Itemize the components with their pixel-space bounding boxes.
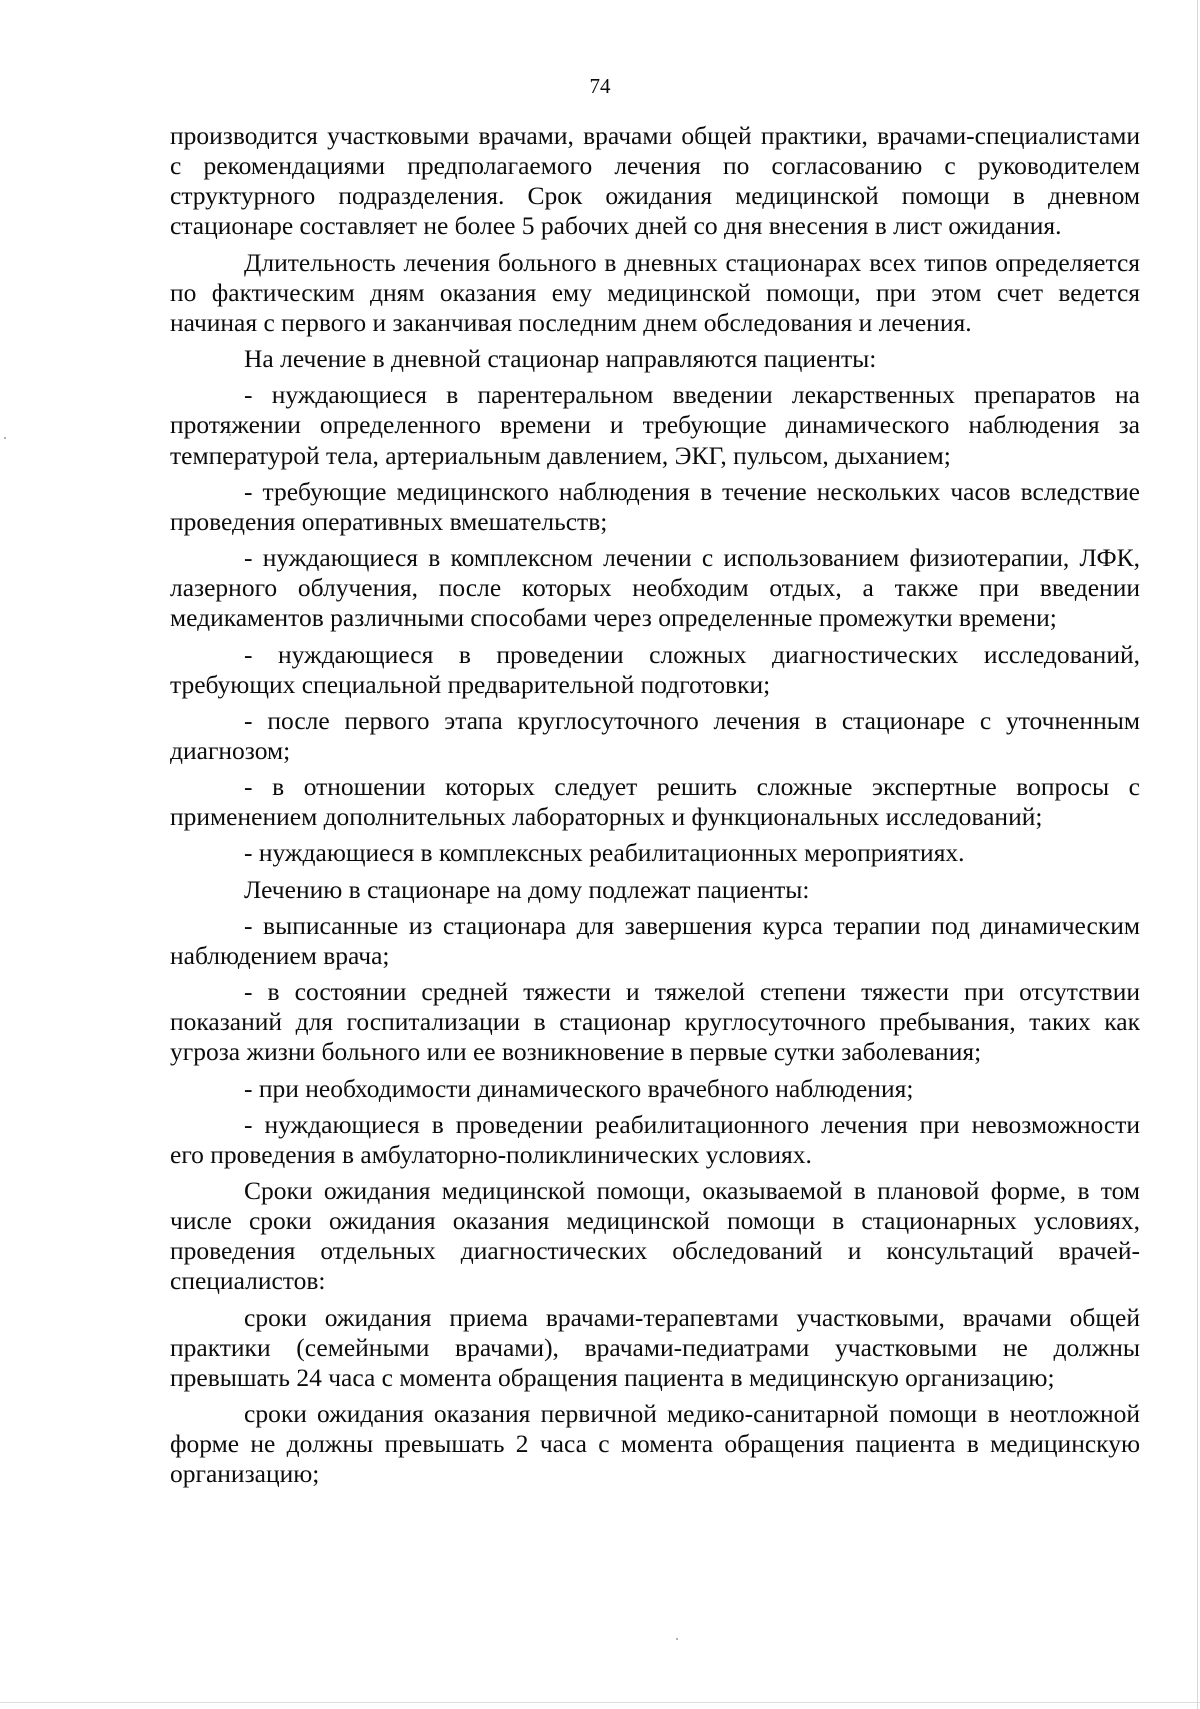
paragraph: Лечению в стационаре на дому подлежат пациенты: <box>244 874 810 904</box>
list-item: - выписанные из стационара для завершения курса терапии под динамическим наблюдением врача; <box>170 910 1140 970</box>
scan-edge-bottom <box>0 1702 1200 1703</box>
list-item: - нуждающиеся в парентеральном введении лекарственных препаратов на протяжении определенного времени и требующие динамического наблюдения за температурой тела, артериальным давлением, ЭКГ, пульсом, дыханием; <box>170 380 1140 470</box>
paragraph: сроки ожидания оказания первичной медико-санитарной помощи в неотложной форме не должны превышать 2 часа с момента обращения пациента в медицинскую организацию; <box>170 1399 1140 1489</box>
list-item: - нуждающиеся в проведении реабилитационного лечения при невозможности его проведения в амбулаторно-поликлинических условиях. <box>170 1109 1140 1169</box>
document-body <box>170 121 1140 1490</box>
list-item: - в отношении которых следует решить сложные экспертные вопросы с применением дополнительных лабораторных и функциональных исследований; <box>170 772 1140 832</box>
list-item: - после первого этапа круглосуточного лечения в стационаре с уточненным диагнозом; <box>170 705 1140 765</box>
paragraph: Длительность лечения больного в дневных стационарах всех типов определяется по фактическим дням оказания ему медицинской помощи, при этом счет ведется начиная с первого и заканчивая последним днем обследования и лечения. <box>170 247 1140 337</box>
list-item: - нуждающиеся в проведении сложных диагностических исследований, требующих специальной предварительной подготовки; <box>170 639 1140 699</box>
scan-speck <box>4 437 6 439</box>
list-item: - в состоянии средней тяжести и тяжелой степени тяжести при отсутствии показаний для госпитализации в стационар круглосуточного пребывания, таких как угроза жизни больного или ее возникновение в первые сутки заболевания; <box>170 977 1140 1067</box>
paragraph: производится участковыми врачами, врачами общей практики, врачами-специалистами с рекомендациями предполагаемого лечения по согласованию с руководителем структурного подразделения. Срок ожидания медицинской помощи в дневном стационаре составляет не более 5 рабочих дней со дня внесения в лист ожидания. <box>170 121 1140 241</box>
scan-edge-right <box>1197 0 1198 1709</box>
list-item: - нуждающиеся в комплексном лечении с использованием физиотерапии, ЛФК, лазерного облучения, после которых необходим отдых, а также при введении медикаментов различными способами через определенные промежутки времени; <box>170 543 1140 633</box>
list-item: - нуждающиеся в комплексных реабилитационных мероприятиях. <box>244 838 965 868</box>
scan-speck <box>676 1638 678 1640</box>
page-number: 74 <box>589 74 611 98</box>
paragraph: сроки ожидания приема врачами-терапевтами участковыми, врачами общей практики (семейными врачами), врачами-педиатрами участковыми не должны превышать 24 часа с момента обращения пациента в медицинскую организацию; <box>170 1302 1140 1392</box>
list-item: - требующие медицинского наблюдения в течение нескольких часов вследствие проведения оперативных вмешательств; <box>170 476 1140 536</box>
list-item: - при необходимости динамического врачебного наблюдения; <box>244 1073 914 1103</box>
paragraph: На лечение в дневной стационар направляются пациенты: <box>244 344 877 374</box>
paragraph: Сроки ожидания медицинской помощи, оказываемой в плановой форме, в том числе сроки ожидания оказания медицинской помощи в стационарных условиях, проведения отдельных диагностических обследований и консультаций врачей-специалистов: <box>170 1176 1140 1296</box>
